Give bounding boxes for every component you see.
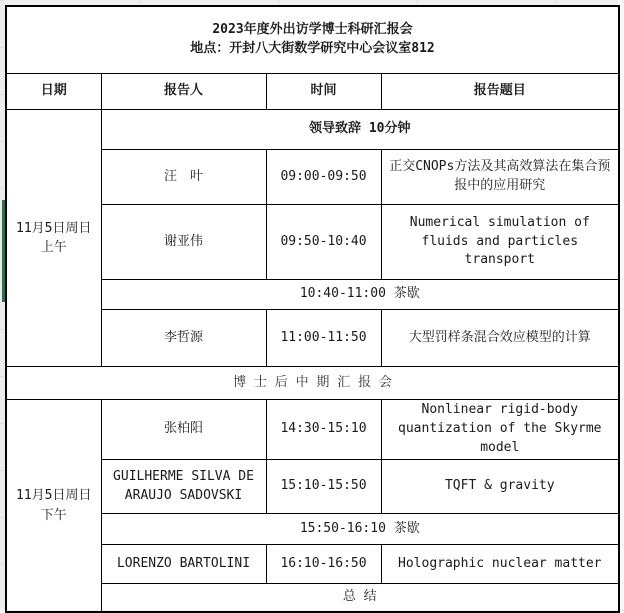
header-row <box>6 74 619 110</box>
topic-sadovski[interactable]: TQFT & gravity <box>381 460 619 514</box>
afternoon-tea-break-cell[interactable]: 15:50-16:10 茶歇 <box>101 514 619 545</box>
talk-row-zhangbaiyang <box>6 400 619 460</box>
meeting-location: 地点：开封八大街数学研究中心会议室812 <box>190 41 435 56</box>
header-time[interactable]: 时间 <box>266 74 381 110</box>
speaker-wangye[interactable]: 汪 叶 <box>101 150 266 205</box>
afternoon-date-line2: 下午 <box>40 507 67 523</box>
header-date[interactable]: 日期 <box>6 74 101 110</box>
morning-date-line2: 上午 <box>40 240 67 255</box>
title-row <box>6 6 619 74</box>
opening-remarks-cell[interactable]: 领导致辞 10分钟 <box>101 110 619 150</box>
speaker-xieyawei[interactable]: 谢亚伟 <box>101 205 266 280</box>
time-lizheyuan[interactable]: 11:00-11:50 <box>266 310 381 367</box>
time-bartolini[interactable]: 16:10-16:50 <box>266 545 381 584</box>
postdoc-midterm-banner[interactable]: 博 士 后 中 期 汇 报 会 <box>6 367 619 400</box>
afternoon-date-line1: 11月5日周日 <box>16 488 92 503</box>
header-topic[interactable]: 报告题目 <box>381 74 619 110</box>
topic-bartolini[interactable]: Holographic nuclear matter <box>381 545 619 584</box>
topic-xieyawei[interactable]: Numerical simulation of fluids and particles transport <box>381 205 619 280</box>
time-zhangbaiyang[interactable]: 14:30-15:10 <box>266 400 381 460</box>
afternoon-date-cell[interactable] <box>6 400 101 613</box>
speaker-zhangbaiyang[interactable]: 张柏阳 <box>101 400 266 460</box>
time-sadovski[interactable]: 15:10-15:50 <box>266 460 381 514</box>
morning-date-cell[interactable] <box>6 110 101 367</box>
opening-row <box>6 110 619 150</box>
topic-zhangbaiyang[interactable]: Nonlinear rigid-body quantization of the Skyrme model <box>381 400 619 460</box>
speaker-bartolini[interactable]: LORENZO BARTOLINI <box>101 545 266 584</box>
schedule-table <box>5 5 620 613</box>
topic-wangye[interactable]: 正交CNOPs方法及其高效算法在集合预报中的应用研究 <box>381 150 619 205</box>
morning-date-line1: 11月5日周日 <box>16 220 92 236</box>
speaker-sadovski[interactable]: GUILHERME SILVA DE ARAUJO SADOVSKI <box>101 460 266 514</box>
table-title-cell[interactable] <box>6 6 619 74</box>
morning-tea-break-cell[interactable]: 10:40-11:00 茶歇 <box>101 280 619 310</box>
midterm-banner-row <box>6 367 619 400</box>
summary-cell[interactable]: 总 结 <box>101 584 619 613</box>
time-xieyawei[interactable]: 09:50-10:40 <box>266 205 381 280</box>
meeting-title: 2023年度外出访学博士科研汇报会 <box>212 22 413 38</box>
speaker-lizheyuan[interactable]: 李哲源 <box>101 310 266 367</box>
topic-lizheyuan[interactable]: 大型罚样条混合效应模型的计算 <box>381 310 619 367</box>
time-wangye[interactable]: 09:00-09:50 <box>266 150 381 205</box>
header-speaker[interactable]: 报告人 <box>101 74 266 110</box>
